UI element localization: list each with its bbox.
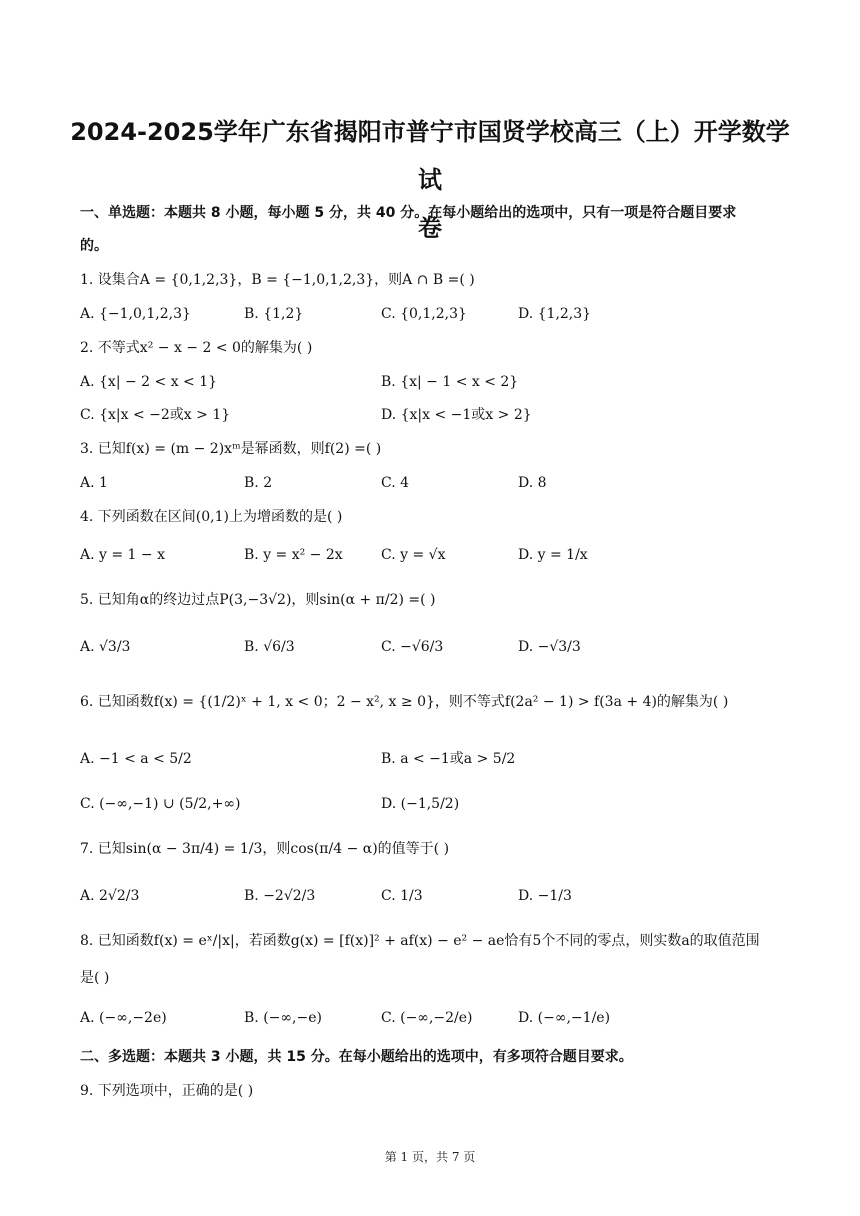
title-line-1: 2024-2025学年广东省揭阳市普宁市国贤学校高三（上）开学数学试 [70,118,790,194]
q3-option-c: C. 4 [381,475,410,491]
question-9-stem: 9. 下列选项中，正确的是( ) [80,1083,254,1099]
q8-option-b: B. (−∞,−e) [244,1010,322,1026]
q8-option-a: A. (−∞,−2e) [80,1010,167,1026]
question-5-stem: 5. 已知角α的终边过点P(3,−3√2)，则sin(α + π/2) =( ) [80,592,436,608]
section1-heading-line2: 的。 [80,238,108,254]
q3-option-a: A. 1 [80,475,108,491]
q6-option-b: B. a < −1或a > 5/2 [381,751,516,767]
question-8-stem-line2: 是( ) [80,970,110,986]
q5-option-a: A. √3/3 [80,639,131,655]
q2-option-c: C. {x|x < −2或x > 1} [80,407,231,423]
question-8-stem-line1: 8. 已知函数f(x) = eˣ/|x|，若函数g(x) = [f(x)]² + af(x) − e² − ae恰有5个不同的零点，则实数a的取值范围 [80,933,760,949]
section2-heading: 二、多选题：本题共 3 小题，共 15 分。在每小题给出的选项中，有多项符合题目要求。 [80,1049,633,1065]
q7-option-c: C. 1/3 [381,888,423,904]
q7-option-d: D. −1/3 [518,888,572,904]
q1-option-d: D. {1,2,3} [518,306,592,322]
q2-option-b: B. {x| − 1 < x < 2} [381,374,519,390]
q5-option-c: C. −√6/3 [381,639,444,655]
q3-option-b: B. 2 [244,475,273,491]
q3-option-d: D. 8 [518,475,547,491]
q4-option-c: C. y = √x [381,547,446,563]
question-4-stem: 4. 下列函数在区间(0,1)上为增函数的是( ) [80,509,343,525]
q2-option-d: D. {x|x < −1或x > 2} [381,407,532,423]
q1-option-a: A. {−1,0,1,2,3} [80,306,191,322]
q1-option-b: B. {1,2} [244,306,304,322]
section1-heading-line1: 一、单选题：本题共 8 小题，每小题 5 分，共 40 分。在每小题给出的选项中，只有一项是符合题目要求 [80,205,737,221]
q5-option-b: B. √6/3 [244,639,295,655]
q8-option-d: D. (−∞,−1/e) [518,1010,611,1026]
q8-option-c: C. (−∞,−2/e) [381,1010,473,1026]
q4-option-a: A. y = 1 − x [80,547,165,563]
question-1-stem: 1. 设集合A = {0,1,2,3}，B = {−1,0,1,2,3}，则A ∩ B =( ) [80,272,475,288]
q1-option-c: C. {0,1,2,3} [381,306,467,322]
q6-option-c: C. (−∞,−1) ∪ (5/2,+∞) [80,796,241,812]
q6-option-d: D. (−1,5/2) [381,796,460,812]
question-3-stem: 3. 已知f(x) = (m − 2)xᵐ是幂函数，则f(2) =( ) [80,441,382,457]
q5-option-d: D. −√3/3 [518,639,581,655]
page-footer: 第 1 页，共 7 页 [384,1150,476,1164]
q7-option-b: B. −2√2/3 [244,888,316,904]
q2-option-a: A. {x| − 2 < x < 1} [80,374,218,390]
q7-option-a: A. 2√2/3 [80,888,140,904]
q4-option-b: B. y = x² − 2x [244,547,343,563]
title-line-2: 卷 [418,214,442,242]
q4-option-d: D. y = 1/x [518,547,588,563]
question-7-stem: 7. 已知sin(α − 3π/4) = 1/3，则cos(π/4 − α)的值等于( ) [80,841,450,857]
question-6-stem: 6. 已知函数f(x) = {(1/2)ˣ + 1, x < 0；2 − x², x ≥ 0}，则不等式f(2a² − 1) > f(3a + 4)的解集为( ) [80,694,729,710]
q6-option-a: A. −1 < a < 5/2 [80,751,192,767]
document-title [60,108,800,252]
question-2-stem: 2. 不等式x² − x − 2 < 0的解集为( ) [80,340,313,356]
